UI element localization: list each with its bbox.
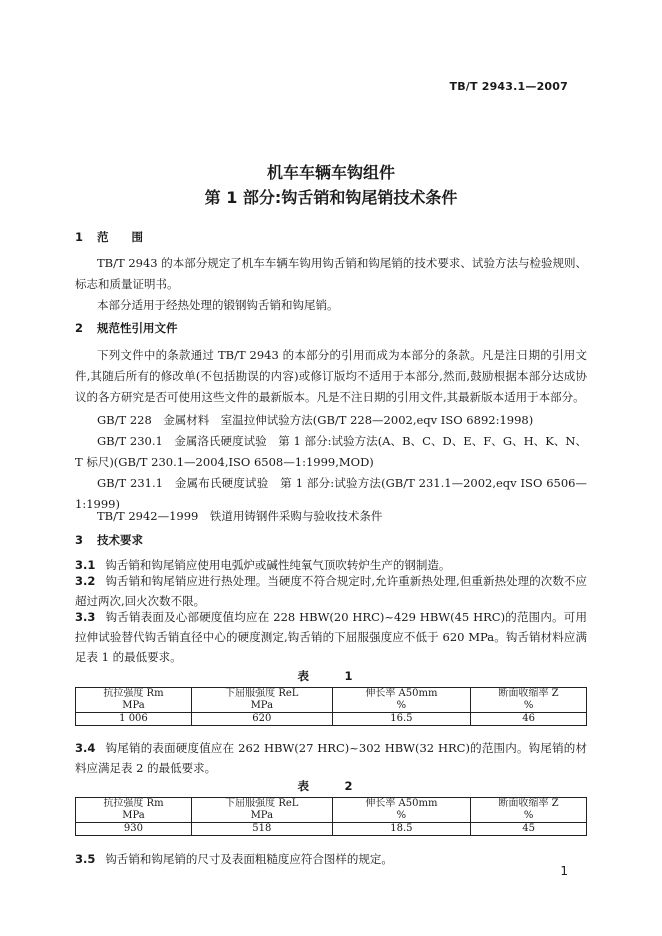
page-number: 1 [560,864,568,878]
table-cell: 930 [76,823,192,836]
table-row [76,713,587,726]
table-cell: 45 [471,823,587,836]
document-number: TB/T 2943.1—2007 [449,80,568,93]
table-unit-cell: MPa [76,810,192,823]
reference-item: GB/T 230.1 金属洛氏硬度试验 第 1 部分:试验方法(A、B、C、D、E、F、G、H、K、N、T 标尺)(GB/T 230.1—2004,ISO 6508—1:1999,MOD) [75,434,587,469]
section-1-title: 范 围 [97,230,143,244]
clause-number: 3.4 [75,741,96,755]
section-1-heading [75,229,143,245]
table-unit-cell: MPa [76,700,192,713]
clause-number: 3.3 [75,610,96,624]
table-unit-cell: % [471,810,587,823]
section-1-number: 1 [75,230,84,244]
table-2-caption: 表 2 [297,779,365,793]
table-cell: 16.5 [332,713,470,726]
clause-number: 3.2 [75,574,96,588]
table-1 [75,687,587,726]
clause-text: 钩舌销和钩尾销应使用电弧炉或碱性纯氧气顶吹转炉生产的钢制造。 [105,558,451,572]
section-3-number: 3 [75,533,84,547]
reference-item: GB/T 231.1 金属布氏硬度试验 第 1 部分:试验方法(GB/T 231.1—2002,eqv ISO 6506—1:1999) [75,476,587,511]
clause-3-3 [75,607,587,667]
clause-3-5 [75,849,587,869]
clause-3-4 [75,738,587,778]
table-header-cell: 抗拉强度 Rm [76,688,192,701]
table-unit-cell: MPa [191,700,332,713]
title-line-1: 机车车辆车钩组件 [266,163,395,182]
table-header-cell: 抗拉强度 Rm [76,798,192,811]
table-cell: 46 [471,713,587,726]
table-header-cell: 下屈服强度 ReL [191,688,332,701]
table-1-caption: 表 1 [297,669,365,683]
table-header-cell: 伸长率 A50mm [332,798,470,811]
table-header-cell: 断面收缩率 Z [471,798,587,811]
clause-text: 钩舌销表面及心部硬度值均应在 228 HBW(20 HRC)~429 HBW(45 HRC)的范围内。可用拉伸试验替代钩舌销直径中心的硬度测定,钩舌销的下屈服强度应不低于 620 MPa。钩舌销材料应满足表 1 的最低要求。 [75,610,587,664]
clause-number: 3.1 [75,558,96,572]
table-unit-cell: MPa [191,810,332,823]
section-1-para-1: TB/T 2943 的本部分规定了机车车辆车钩用钩舌销和钩尾销的技术要求、试验方法与检验规则、标志和质量证明书。 [75,256,587,291]
table-row [76,823,587,836]
table-cell: 18.5 [332,823,470,836]
table-header-cell: 断面收缩率 Z [471,688,587,701]
clause-number: 3.5 [75,852,96,866]
table-cell: 1 006 [76,713,192,726]
section-2-intro: 下列文件中的条款通过 TB/T 2943 的本部分的引用而成为本部分的条款。凡是注日期的引用文件,其随后所有的修改单(不包括勘误的内容)或修订版均不适用于本部分,然而,鼓励根据本部分达成协议的各方研究是否可使用这些文件的最新版本。凡是不注日期的引用文件,其最新版本适用于本部分。 [75,348,587,404]
table-cell: 620 [191,713,332,726]
table-unit-cell: % [471,700,587,713]
section-1-para-2: 本部分适用于经热处理的锻钢钩舌销和钩尾销。 [97,298,339,312]
table-cell: 518 [191,823,332,836]
reference-item: GB/T 228 金属材料 室温拉伸试验方法(GB/T 228—2002,eqv ISO 6892:1998) [97,413,534,427]
section-3-heading [75,532,143,548]
table-header-cell: 伸长率 A50mm [332,688,470,701]
table-unit-cell: % [332,700,470,713]
section-2-number: 2 [75,321,84,335]
section-2-heading [75,320,178,336]
title-line-2: 第 1 部分:钩舌销和钩尾销技术条件 [204,188,458,207]
clause-text: 钩尾销的表面硬度值应在 262 HBW(27 HRC)~302 HBW(32 HRC)的范围内。钩尾销的材料应满足表 2 的最低要求。 [75,741,587,775]
clause-3-2 [75,571,587,611]
section-3-title: 技术要求 [97,533,143,547]
clause-text: 钩舌销和钩尾销的尺寸及表面粗糙度应符合图样的规定。 [105,852,393,866]
clause-text: 钩舌销和钩尾销应进行热处理。当硬度不符合规定时,允许重新热处理,但重新热处理的次数不应超过两次,回火次数不限。 [75,574,587,608]
section-2-title: 规范性引用文件 [97,321,178,335]
reference-item: TB/T 2942—1999 铁道用铸钢件采购与验收技术条件 [97,509,383,523]
table-unit-cell: % [332,810,470,823]
table-2 [75,797,587,836]
table-header-cell: 下屈服强度 ReL [191,798,332,811]
